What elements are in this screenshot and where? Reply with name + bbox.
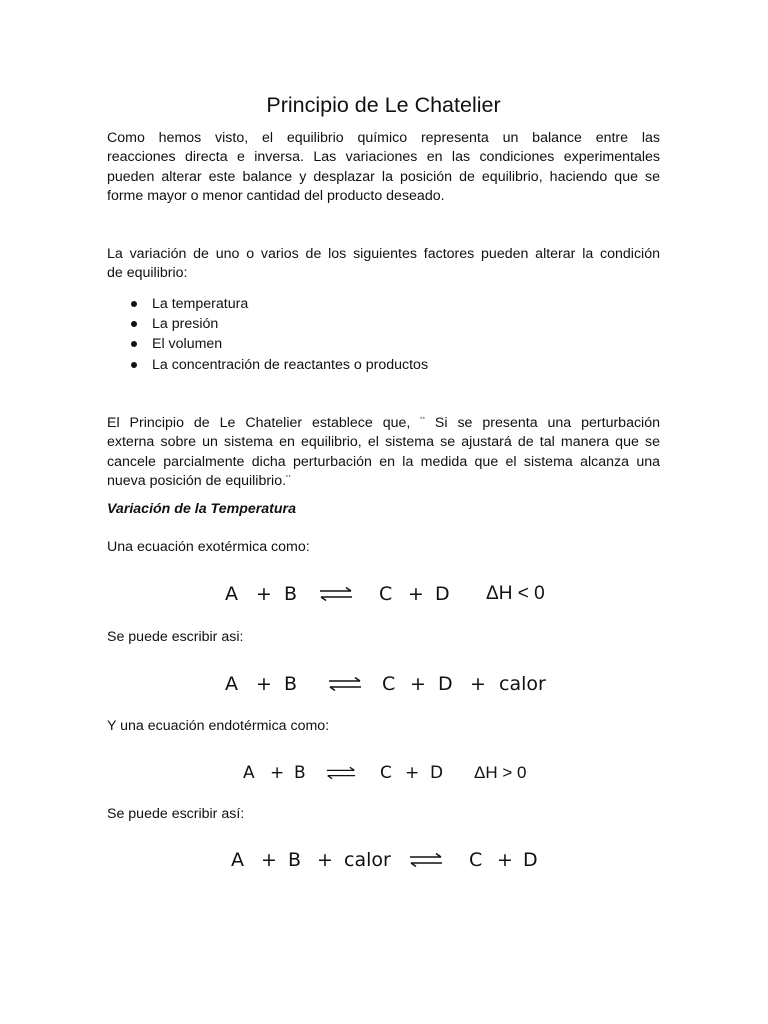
- species-a: A: [225, 673, 238, 695]
- plus-sign: +: [408, 583, 424, 605]
- plus-sign: +: [470, 673, 486, 695]
- list-item-text: La presión: [152, 316, 219, 333]
- exo-rewrite-intro: Se puede escribir asi:: [107, 629, 244, 645]
- equation-exothermic-heat: [0, 669, 768, 699]
- species-d: D: [435, 583, 450, 605]
- equation-exothermic: [0, 579, 768, 609]
- heat-term: calor: [344, 849, 391, 871]
- species-b: B: [284, 583, 298, 605]
- bullet-icon: [131, 301, 137, 307]
- species-a: A: [243, 763, 255, 783]
- equation-endothermic: [0, 758, 768, 788]
- species-b: B: [288, 849, 302, 871]
- plus-sign: +: [256, 673, 272, 695]
- species-d: D: [438, 673, 453, 695]
- intro-paragraph: [107, 129, 660, 207]
- species-c: C: [469, 849, 483, 871]
- factors-paragraph: [107, 245, 660, 284]
- species-b: B: [294, 763, 306, 783]
- plus-sign: +: [410, 673, 426, 695]
- species-a: A: [231, 849, 244, 871]
- endo-intro: Y una ecuación endotérmica como:: [107, 718, 330, 734]
- list-item: [107, 314, 660, 334]
- species-b: B: [284, 673, 298, 695]
- list-item: [107, 355, 660, 375]
- plus-sign: +: [256, 583, 272, 605]
- species-c: C: [380, 763, 392, 783]
- list-item-text: La temperatura: [152, 296, 249, 312]
- principle-line: cancele parcialmente dicha perturbación en la medida que el sistema alcanza una: [107, 453, 660, 470]
- bullet-icon: [131, 341, 137, 347]
- intro-line: Como hemos visto, el equilibrio químico representa un balance entre las: [107, 130, 660, 146]
- species-c: C: [379, 583, 393, 605]
- page-title: Principio de Le Chatelier: [266, 93, 501, 117]
- bullet-icon: [131, 321, 137, 327]
- plus-sign: +: [405, 763, 420, 783]
- list-item: [107, 334, 660, 354]
- factors-line: La variación de uno o varios de los siguientes factores pueden alterar la condición: [107, 246, 660, 262]
- principle-line: nueva posición de equilibrio.¨: [107, 473, 291, 490]
- principle-line: El Principio de Le Chatelier establece que, ¨ Si se presenta una perturbación: [107, 415, 660, 431]
- section-heading: Variación de la Temperatura: [107, 501, 296, 517]
- factors-line: de equilibrio:: [107, 265, 188, 282]
- endo-rewrite-intro: Se puede escribir así:: [107, 806, 245, 822]
- list-item: [107, 294, 660, 314]
- factors-list: [107, 294, 660, 375]
- species-a: A: [225, 583, 238, 605]
- equation-endothermic-heat: [0, 845, 768, 875]
- principle-line: externa sobre un sistema en equilibrio, el sistema se ajustará de tal manera que se: [107, 434, 660, 451]
- list-item-text: El volumen: [152, 336, 223, 353]
- equilibrium-arrow-icon: [409, 853, 443, 867]
- species-d: D: [523, 849, 538, 871]
- intro-line: forme mayor o menor cantidad del producto deseado.: [107, 188, 445, 205]
- species-c: C: [382, 673, 396, 695]
- intro-line: reacciones directa e inversa. Las variaciones en las condiciones experimentales: [107, 149, 660, 166]
- plus-sign: +: [261, 849, 277, 871]
- intro-line: pueden alterar este balance y desplazar la posición de equilibrio, haciendo que se: [107, 168, 660, 185]
- plus-sign: +: [270, 763, 285, 783]
- exo-intro: Una ecuación exotérmica como:: [107, 539, 310, 555]
- equilibrium-arrow-icon: [328, 677, 362, 691]
- equilibrium-arrow-icon: [319, 587, 353, 601]
- enthalpy-change: ΔH > 0: [474, 763, 527, 782]
- list-item-text: La concentración de reactantes o productos: [152, 356, 429, 373]
- bullet-icon: [131, 362, 137, 368]
- principle-paragraph: [107, 414, 660, 492]
- plus-sign: +: [317, 849, 333, 871]
- heat-term: calor: [499, 673, 546, 695]
- plus-sign: +: [497, 849, 513, 871]
- species-d: D: [430, 763, 444, 783]
- enthalpy-change: ΔH < 0: [486, 583, 545, 604]
- equilibrium-arrow-icon: [326, 766, 356, 780]
